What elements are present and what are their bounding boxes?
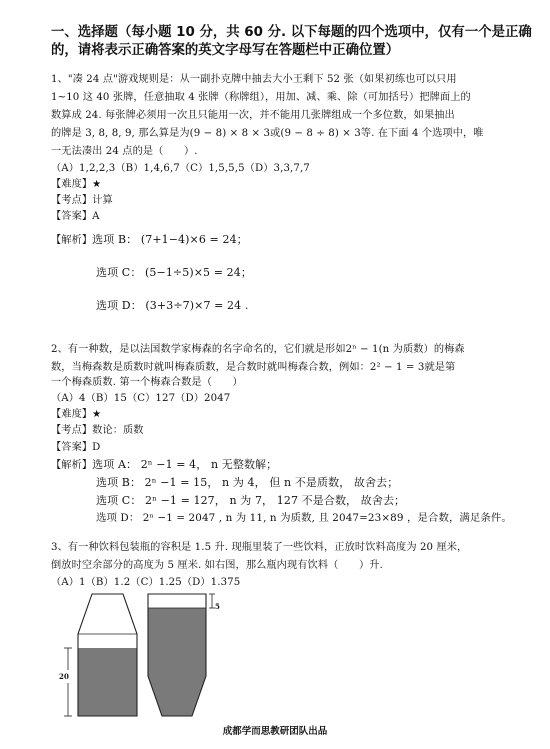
q2-answer-tag: 【答案】: [51, 442, 93, 453]
q2-analysis-row: [51, 458, 277, 472]
q2-point-value: 数论：质数: [92, 425, 144, 436]
section-heading-line1: 一、选择题（每小题 10 分，共 60 分. 以下每题的四个选项中，仅有一个是正确: [51, 25, 532, 40]
q1-analysis-tag: 【解析】: [51, 235, 93, 246]
q2-options: （A）4（B）15（C）127（D）2047: [51, 393, 231, 404]
q2-line3: 一个梅森质数. 第一个梅森合数是（ ）: [51, 377, 243, 388]
q2-solution-d: 选项 D： 2ⁿ −1 = 2047 , n 为 11, n 为质数, 且 2047=23×89 ，是合数，满足条件。: [96, 512, 512, 524]
q1-difficulty-tag: 【难度】: [51, 179, 93, 190]
q1-options: （A）1,2,2,3（B）1,4,6,7（C）1,5,5,5（D）3,3,7,7: [51, 163, 310, 174]
q1-point-value: 计算: [92, 195, 113, 206]
q1-line3: 数算成 24. 每张牌必须用一次且只能用一次，并不能用几张牌组成一个多位数，如果抽出: [51, 110, 455, 121]
q2-difficulty-tag: 【难度】: [51, 409, 93, 420]
q1-analysis-row: [51, 233, 248, 247]
q1-line4: 的牌是 3, 8, 8, 9, 那么算是为(9 − 8) × 8 × 3或(9 − 8 ÷ 8) × 3等. 在下面 4 个选项中，唯: [51, 128, 484, 139]
bottle-inverted: [140, 592, 220, 722]
q2-point-tag: 【考点】: [51, 425, 93, 436]
q2-difficulty-value: ★: [92, 409, 102, 420]
q1-point-row: [51, 194, 113, 207]
q3-line2: 倒放时空余部分的高度为 5 厘米. 如右图，那么瓶内现有饮料（ ）升.: [51, 560, 383, 571]
q2-analysis-tag: 【解析】: [51, 460, 93, 471]
q1-answer-value: A: [92, 211, 100, 222]
q2-line2: 数，当梅森数是质数时就叫梅森质数，是合数时就叫梅森合数，例如：2² − 1 = 3就是第: [51, 362, 456, 373]
q1-answer-row: [51, 210, 100, 223]
q1-line5: 一无法凑出 24 点的是（ ）.: [51, 146, 198, 157]
label-gap-5: 5: [215, 602, 220, 611]
q2-solution-c: 选项 C： 2ⁿ −1 = 127， n 为 7， 127 不是合数， 故舍去；: [96, 494, 406, 507]
q2-answer-value: D: [92, 442, 101, 453]
q1-answer-tag: 【答案】: [51, 211, 93, 222]
q2-line1: 2、有一种数，是以法国数学家梅森的名字命名的，它们就是形如2ⁿ − 1(n 为质数）的梅森: [51, 344, 465, 355]
q1-difficulty-value: ★: [92, 179, 102, 190]
bottle-upright-liquid: [78, 648, 137, 716]
footer-credit: 成都学而思教研团队出品: [222, 726, 328, 737]
q1-solution-b: 选项 B： (7+1−4)×6 = 24；: [92, 233, 248, 246]
q1-line2: 1~10 这 40 张牌，任意抽取 4 张牌（称牌组），用加、减、乘、除（可加括号）把牌面上的: [51, 92, 471, 103]
q1-difficulty-row: [51, 178, 101, 191]
section-heading-line2: 的，请将表示正确答案的英文字母写在答题栏中正确位置）: [51, 43, 400, 58]
q2-solution-a: 选项 A： 2ⁿ −1 = 4， n 无整数解；: [92, 458, 278, 471]
label-height-20: 20: [59, 672, 69, 681]
q2-difficulty-row: [51, 408, 101, 421]
q3-options: （A）1（B）1.2（C）1.25（D）1.375: [51, 577, 241, 588]
q1-solution-d: 选项 D： (3+3÷7)×7 = 24 .: [96, 299, 249, 312]
q1-line1: 1、"凑 24 点"游戏规则是：从一副扑克牌中抽去大小王剩下 52 张（如果初练也可以只用: [51, 74, 457, 85]
q2-point-row: [51, 424, 144, 437]
q1-solution-c: 选项 C： (5−1÷5)×5 = 24；: [96, 266, 252, 279]
q3-line1: 3、有一种饮料包装瓶的容积是 1.5 升. 现瓶里装了一些饮料，正放时饮料高度为 20 厘米，: [51, 542, 468, 553]
q2-answer-row: [51, 441, 100, 454]
q2-solution-b: 选项 B： 2ⁿ −1 = 15， n 为 4， 但 n 不是质数， 故舍去；: [96, 476, 399, 489]
q1-point-tag: 【考点】: [51, 195, 93, 206]
